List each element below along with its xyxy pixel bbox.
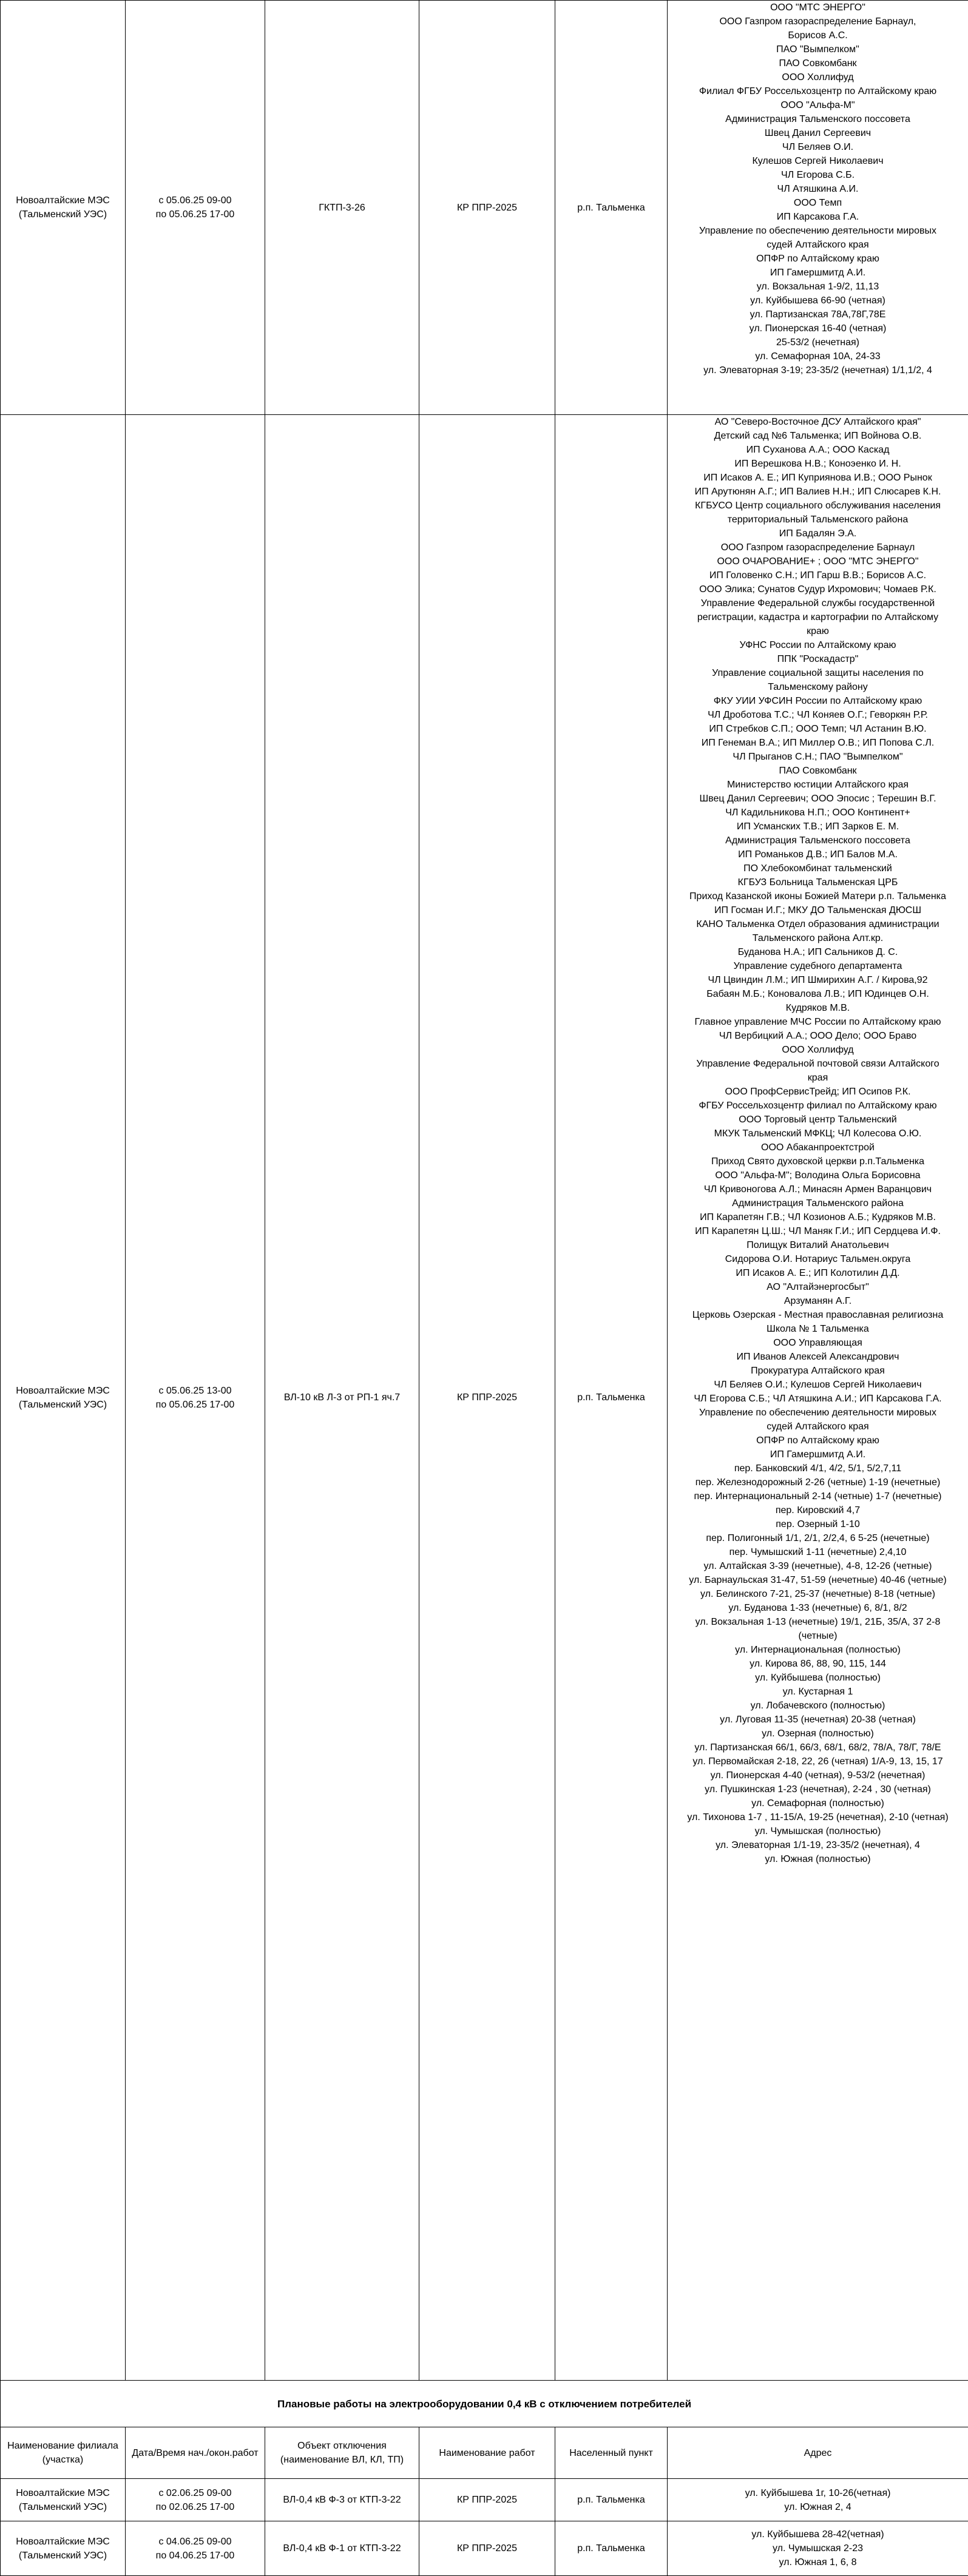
address-line: ООО ПрофСервисТрейд; ИП Осипов Р.К.	[669, 1085, 966, 1099]
address-line: ИП Бадалян Э.А.	[669, 527, 966, 541]
date-start: с 05.06.25 13-00	[127, 1384, 263, 1398]
address-line: ООО "МТС ЭНЕРГО"	[669, 1, 966, 15]
address-line: ул. Барнаульская 31-47, 51-59 (нечетные) 40-46 (четные)	[669, 1573, 966, 1587]
address-line: ИП Исаков А. Е.; ИП Куприянова И.В.; ООО Рынок	[669, 471, 966, 485]
address-line: ул. Элеваторная 1/1-19, 23-35/2 (нечетная), 4	[669, 1838, 966, 1852]
address-line: Приход Казанской иконы Божией Матери р.п. Тальменка	[669, 889, 966, 903]
address-line: ул. Куйбышева 66-90 (четная)	[669, 294, 966, 308]
address-line: Управление социальной защиты населения по	[669, 666, 966, 680]
work-cell: КР ППР-2025	[419, 415, 555, 2381]
address-line: краю	[669, 624, 966, 638]
address-line: ИП Верешкова Н.В.; Коноэенко И. Н.	[669, 457, 966, 471]
address-line: Филиал ФГБУ Россельхозцентр по Алтайскому краю	[669, 84, 966, 98]
address-line: ул. Пионерская 16-40 (четная)	[669, 322, 966, 335]
address-line: ул. Тихонова 1-7 , 11-15/А, 19-25 (нечетная), 2-10 (четная)	[669, 1810, 966, 1824]
address-line: ПАО Совкомбанк	[669, 56, 966, 70]
address-line: ЧЛ Егорова С.Б.; ЧЛ Атяшкина А.И.; ИП Карсакова Г.А.	[669, 1392, 966, 1406]
address-line: ул. Чумышская (полностью)	[669, 1824, 966, 1838]
address-line: (четные)	[669, 1629, 966, 1643]
address-line: ПО Хлебокомбинат тальменский	[669, 861, 966, 875]
address-line: ЧЛ Беляев О.И.; Кулешов Сергей Николаевич	[669, 1378, 966, 1392]
address-line: АО "Северо-Восточное ДСУ Алтайского края"	[669, 415, 966, 429]
address-line: ООО Газпром газораспределение Барнаул	[669, 541, 966, 555]
address-line: ООО "Альфа-М"; Володина Ольга Борисовна	[669, 1168, 966, 1182]
address-line: Школа № 1 Тальменка	[669, 1322, 966, 1336]
address-cell	[668, 415, 968, 2381]
address-line: ул. Первомайская 2-18, 22, 26 (четная) 1/А-9, 13, 15, 17	[669, 1755, 966, 1768]
address-line: ООО ОЧАРОВАНИЕ+ ; ООО "МТС ЭНЕРГО"	[669, 555, 966, 568]
address-line: Управление по обеспечению деятельности мировых	[669, 1406, 966, 1420]
address-line: судей Алтайского края	[669, 238, 966, 252]
address-line: ул. Интернациональная (полностью)	[669, 1643, 966, 1657]
address-line: ЧЛ Атяшкина А.И.	[669, 182, 966, 196]
address-line: ул. Партизанская 66/1, 66/3, 68/1, 68/2, 78/А, 78/Г, 78/Е	[669, 1741, 966, 1755]
date-start: с 04.06.25 09-00	[127, 2535, 263, 2549]
date-end: по 02.06.25 17-00	[127, 2500, 263, 2514]
address-line: ИП Стребков С.П.; ООО Темп; ЧЛ Астанин В.Ю.	[669, 722, 966, 736]
address-line: ул. Южная (полностью)	[669, 1852, 966, 1866]
header-address: Адрес	[668, 2427, 968, 2479]
address-line: ул. Семафорная 10А, 24-33	[669, 349, 966, 363]
address-line: ИП Карсакова Г.А.	[669, 210, 966, 224]
address-line: Приход Свято духовской церкви р.п.Тальменка	[669, 1155, 966, 1168]
address-line: ИП Гамершмитд А.И.	[669, 266, 966, 280]
branch-cell: Новоалтайские МЭС (Тальменский УЭС)	[1, 2521, 126, 2576]
address-line: ИП Иванов Алексей Александрович	[669, 1350, 966, 1364]
object-cell: ВЛ-0,4 кВ Ф-1 от КТП-3-22	[265, 2521, 419, 2576]
address-line: ООО Элика; Сунатов Судур Ихромович; Чомаев Р.К.	[669, 582, 966, 596]
address-line: Борисов А.С.	[669, 29, 966, 42]
address-line: ОПФР по Алтайскому краю	[669, 1434, 966, 1448]
address-line: ул. Вокзальная 1-13 (нечетные) 19/1, 21Б, 35/А, 37 2-8	[669, 1615, 966, 1629]
address-line: ИП Генеман В.А.; ИП Миллер О.В.; ИП Попова С.Л.	[669, 736, 966, 750]
branch-cell: Новоалтайские МЭС (Тальменский УЭС)	[1, 2479, 126, 2521]
section-row	[1, 2381, 968, 2427]
address-line: ИП Романьков Д.В.; ИП Балов М.А.	[669, 848, 966, 861]
table-row	[1, 1, 968, 415]
work-cell: КР ППР-2025	[419, 2521, 555, 2576]
address-line: ул. Чумышская 2-23	[669, 2541, 966, 2555]
address-line: ФГБУ Россельхозцентр филиал по Алтайскому краю	[669, 1099, 966, 1113]
work-cell: КР ППР-2025	[419, 2479, 555, 2521]
address-line: Сидорова О.И. Нотариус Тальмен.округа	[669, 1252, 966, 1266]
address-line: ИП Гамершмитд А.И.	[669, 1448, 966, 1462]
address-line: Тальменскому району	[669, 680, 966, 694]
datetime-cell	[126, 2479, 265, 2521]
address-line: Буданова Н.А.; ИП Сальников Д. С.	[669, 945, 966, 959]
table-row	[1, 2479, 968, 2521]
address-line: пер. Полигонный 1/1, 2/1, 2/2,4, 6 5-25 (нечетные)	[669, 1531, 966, 1545]
address-line: КАНО Тальменка Отдел образования администрации	[669, 917, 966, 931]
address-line: пер. Чумышский 1-11 (нечетные) 2,4,10	[669, 1545, 966, 1559]
address-line: ул. Куйбышева 28-42(четная)	[669, 2527, 966, 2541]
address-line: ул. Кустарная 1	[669, 1685, 966, 1699]
header-row	[1, 2427, 968, 2479]
address-line: ООО Управляющая	[669, 1336, 966, 1350]
address-line: ул. Южная 1, 6, 8	[669, 2555, 966, 2569]
address-line: ул. Элеваторная 3-19; 23-35/2 (нечетная) 1/1,1/2, 4	[669, 363, 966, 377]
address-line: КГБУСО Центр социального обслуживания населения	[669, 499, 966, 513]
address-line: ЧЛ Беляев О.И.	[669, 140, 966, 154]
date-end: по 05.06.25 17-00	[127, 207, 263, 221]
locality-cell: р.п. Тальменка	[555, 415, 668, 2381]
address-line: Управление по обеспечению деятельности мировых	[669, 224, 966, 238]
address-line: ИП Карапетян Г.В.; ЧЛ Козионов А.Б.; Кудряков М.В.	[669, 1210, 966, 1224]
address-line: ул. Пушкинская 1-23 (нечетная), 2-24 , 30 (четная)	[669, 1782, 966, 1796]
address-line: пер. Железнодорожный 2-26 (четные) 1-19 (нечетные)	[669, 1475, 966, 1489]
date-start: с 05.06.25 09-00	[127, 194, 263, 207]
address-line: ИП Исаков А. Е.; ИП Колотилин Д.Д.	[669, 1266, 966, 1280]
address-line: Арзуманян А.Г.	[669, 1294, 966, 1308]
header-datetime: Дата/Время нач./окон.работ	[126, 2427, 265, 2479]
address-line: ОПФР по Алтайскому краю	[669, 252, 966, 266]
address-line: Главное управление МЧС России по Алтайскому краю	[669, 1015, 966, 1029]
address-line: ул. Вокзальная 1-9/2, 11,13	[669, 280, 966, 294]
address-line: Детский сад №6 Тальменка; ИП Войнова О.В.	[669, 429, 966, 443]
address-line: АО "Алтайэнергосбыт"	[669, 1280, 966, 1294]
address-line: ИП Суханова А.А.; ООО Каскад	[669, 443, 966, 457]
address-line: ИП Усманских Т.В.; ИП Зарков Е. М.	[669, 820, 966, 834]
address-line: Управление судебного департамента	[669, 959, 966, 973]
address-line: УФНС России по Алтайскому краю	[669, 638, 966, 652]
address-line: Управление Федеральной службы государственной	[669, 596, 966, 610]
address-line: ООО Абаканпроектстрой	[669, 1141, 966, 1155]
address-line: ул. Белинского 7-21, 25-37 (нечетные) 8-18 (четные)	[669, 1587, 966, 1601]
address-line: ул. Южная 2, 4	[669, 2500, 966, 2514]
address-line: ИП Головенко С.Н.; ИП Гарш В.В.; Борисов А.С.	[669, 568, 966, 582]
address-line: Бабаян М.Б.; Коновалова Л.В.; ИП Юдинцев О.Н.	[669, 987, 966, 1001]
address-line: регистрации, кадастра и картографии по Алтайскому	[669, 610, 966, 624]
address-line: пер. Банковский 4/1, 4/2, 5/1, 5/2,7,11	[669, 1462, 966, 1475]
header-branch: Наименование филиала (участка)	[1, 2427, 126, 2479]
address-line: Администрация Тальменского поссовета	[669, 112, 966, 126]
address-line: ЧЛ Вербицкий А.А.; ООО Дело; ООО Браво	[669, 1029, 966, 1043]
table-row	[1, 2521, 968, 2576]
address-line: Министерство юстиции Алтайского края	[669, 778, 966, 792]
address-line: ул. Куйбышева 1г, 10-26(четная)	[669, 2486, 966, 2500]
address-line: МКУК Тальменский МФКЦ; ЧЛ Колесова О.Ю.	[669, 1127, 966, 1141]
header-object: Объект отключения (наименование ВЛ, КЛ, ТП)	[265, 2427, 419, 2479]
address-line: ФКУ УИИ УФСИН России по Алтайскому краю	[669, 694, 966, 708]
address-line: Администрация Тальменского поссовета	[669, 834, 966, 848]
branch-cell: Новоалтайские МЭС (Тальменский УЭС)	[1, 415, 126, 2381]
address-line: КГБУЗ Больница Тальменская ЦРБ	[669, 875, 966, 889]
work-cell: КР ППР-2025	[419, 1, 555, 415]
address-line: ООО "Альфа-М"	[669, 98, 966, 112]
address-line: Кулешов Сергей Николаевич	[669, 154, 966, 168]
header-work: Наименование работ	[419, 2427, 555, 2479]
date-start: с 02.06.25 09-00	[127, 2486, 263, 2500]
section-title: Плановые работы на электрооборудовании 0,4 кВ с отключением потребителей	[1, 2381, 968, 2427]
address-line: ЧЛ Егорова С.Б.	[669, 168, 966, 182]
datetime-cell	[126, 415, 265, 2381]
address-line: судей Алтайского края	[669, 1420, 966, 1434]
address-cell	[668, 2521, 968, 2576]
address-line: ул. Буданова 1-33 (нечетные) 6, 8/1, 8/2	[669, 1601, 966, 1615]
locality-cell: р.п. Тальменка	[555, 2479, 668, 2521]
address-line: ул. Семафорная (полностью)	[669, 1796, 966, 1810]
address-cell	[668, 2479, 968, 2521]
address-line: ул. Кирова 86, 88, 90, 115, 144	[669, 1657, 966, 1671]
address-line: Кудряков М.В.	[669, 1001, 966, 1015]
address-line: ул. Луговая 11-35 (нечетная) 20-38 (четная)	[669, 1713, 966, 1727]
address-line: ул. Партизанская 78А,78Г,78Е	[669, 308, 966, 322]
object-cell: ГКТП-3-26	[265, 1, 419, 415]
address-line: Управление Федеральной почтовой связи Алтайского	[669, 1057, 966, 1071]
address-line: Полищук Виталий Анатольевич	[669, 1238, 966, 1252]
address-line: ООО Холлифуд	[669, 1043, 966, 1057]
address-line: ИП Госман И.Г.; МКУ ДО Тальменская ДЮСШ	[669, 903, 966, 917]
address-line: ПАО "Вымпелком"	[669, 42, 966, 56]
address-line: ЧЛ Кривоногова А.Л.; Минасян Армен Варанцович	[669, 1182, 966, 1196]
address-line: ул. Куйбышева (полностью)	[669, 1671, 966, 1685]
address-line: пер. Интернациональный 2-14 (четные) 1-7 (нечетные)	[669, 1489, 966, 1503]
address-line: края	[669, 1071, 966, 1085]
address-line: ул. Лобачевского (полностью)	[669, 1699, 966, 1713]
address-line: ООО Холлифуд	[669, 70, 966, 84]
object-cell: ВЛ-0,4 кВ Ф-3 от КТП-3-22	[265, 2479, 419, 2521]
branch-cell: Новоалтайские МЭС (Тальменский УЭС)	[1, 1, 126, 415]
address-line: ул. Озерная (полностью)	[669, 1727, 966, 1741]
address-line: ООО Торговый центр Тальменский	[669, 1113, 966, 1127]
address-line: Прокуратура Алтайского края	[669, 1364, 966, 1378]
datetime-cell	[126, 2521, 265, 2576]
address-line: ИП Карапетян Ц.Ш.; ЧЛ Маняк Г.И.; ИП Сердцева И.Ф.	[669, 1224, 966, 1238]
address-line: пер. Озерный 1-10	[669, 1517, 966, 1531]
address-line: Тальменского района Алт.кр.	[669, 931, 966, 945]
address-line: ул. Алтайская 3-39 (нечетные), 4-8, 12-26 (четные)	[669, 1559, 966, 1573]
header-locality: Населенный пункт	[555, 2427, 668, 2479]
address-line: территориальный Тальменского района	[669, 513, 966, 527]
address-line: ППК "Роскадастр"	[669, 652, 966, 666]
address-line: ЧЛ Прыганов С.Н.; ПАО "Вымпелком"	[669, 750, 966, 764]
address-line: 25-53/2 (нечетная)	[669, 335, 966, 349]
table-row	[1, 415, 968, 2381]
address-line: Швец Данил Сергеевич; ООО Эпосис ; Терешин В.Г.	[669, 792, 966, 806]
address-line: ООО Газпром газораспределение Барнаул,	[669, 15, 966, 29]
address-line: ул. Пионерская 4-40 (четная), 9-53/2 (нечетная)	[669, 1768, 966, 1782]
address-line: ЧЛ Дроботова Т.С.; ЧЛ Коняев О.Г.; Геворкян Р.Р.	[669, 708, 966, 722]
address-line: пер. Кировский 4,7	[669, 1503, 966, 1517]
address-line: ООО Темп	[669, 196, 966, 210]
address-line: ПАО Совкомбанк	[669, 764, 966, 778]
date-end: по 05.06.25 17-00	[127, 1398, 263, 1412]
address-line: ЧЛ Кадильникова Н.П.; ООО Континент+	[669, 806, 966, 820]
locality-cell: р.п. Тальменка	[555, 2521, 668, 2576]
address-line: Швец Данил Сергеевич	[669, 126, 966, 140]
datetime-cell	[126, 1, 265, 415]
date-end: по 04.06.25 17-00	[127, 2549, 263, 2563]
address-line: ИП Арутюнян А.Г.; ИП Валиев Н.Н.; ИП Слюсарев К.Н.	[669, 485, 966, 499]
address-cell	[668, 1, 968, 415]
address-line: Администрация Тальменского района	[669, 1196, 966, 1210]
address-line: Церковь Озерская - Местная православная религиозна	[669, 1308, 966, 1322]
locality-cell: р.п. Тальменка	[555, 1, 668, 415]
address-line: ЧЛ Цвиндин Л.М.; ИП Шмирихин А.Г. / Кирова,92	[669, 973, 966, 987]
object-cell: ВЛ-10 кВ Л-3 от РП-1 яч.7	[265, 415, 419, 2381]
